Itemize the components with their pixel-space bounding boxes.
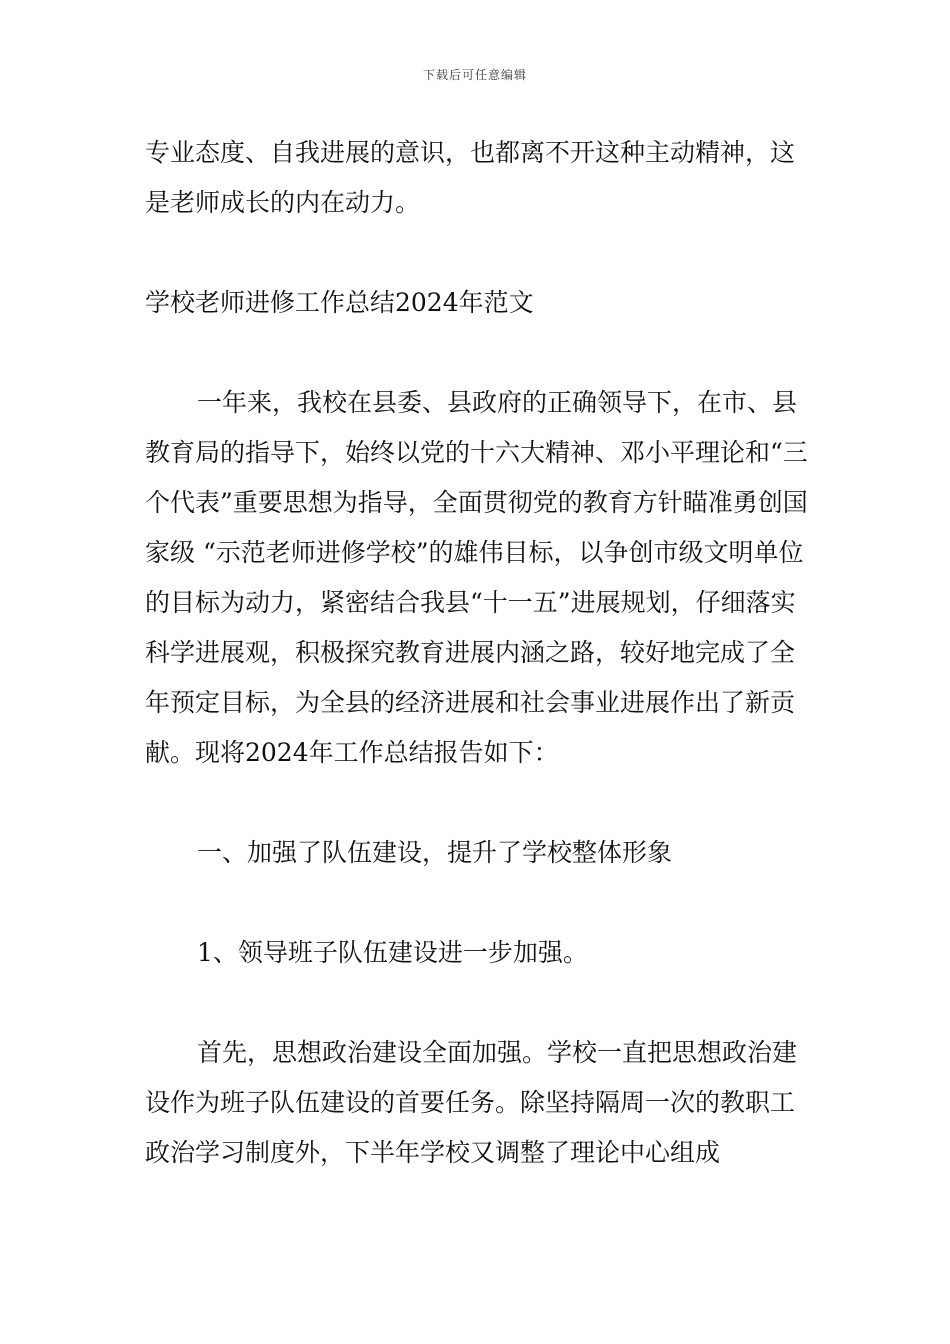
document-title: 学校老师进修工作总结2024年范文 (145, 288, 534, 317)
paragraph-body: 首先，思想政治建设全面加强。学校一直把思想政治建设作为班子队伍建设的首要任务。除坚持隔周一次的教职工政治学习制度外，下半年学校又调整了理论中心组成 (145, 1038, 798, 1167)
page-header: 下载后可任意编辑 (422, 68, 527, 82)
paragraph-gap (145, 778, 810, 828)
section-heading-1: 一、加强了队伍建设，提升了学校整体形象 (197, 838, 673, 867)
paragraph-intro: 一年来，我校在县委、县政府的正确领导下，在市、县教育局的指导下，始终以党的十六大精神、邓小平理论和“三个代表”重要思想为指导，全面贯彻党的教育方针瞄准勇创国家级 “示范老师进修学校”的雄伟目标，以争创市级文明单位的目标为动力，紧密结合我县“十一五”进展规划，仔细落实科学进展观，积极探究教育进展内涵之路，较好地完成了全年预定目标，为全县的经济进展和社会事业进展作出了新贡献。现将2024年工作总结报告如下： (145, 388, 808, 767)
paragraph-gap (145, 328, 810, 378)
document-body (145, 128, 810, 1178)
subsection-heading-1: 1、领导班子队伍建设进一步加强。 (197, 938, 588, 967)
paragraph-continuation: 专业态度、自我进展的意识，也都离不开这种主动精神，这是老师成长的内在动力。 (145, 138, 796, 217)
paragraph-gap (145, 878, 810, 928)
paragraph-gap (145, 228, 810, 278)
paragraph-gap (145, 978, 810, 1028)
